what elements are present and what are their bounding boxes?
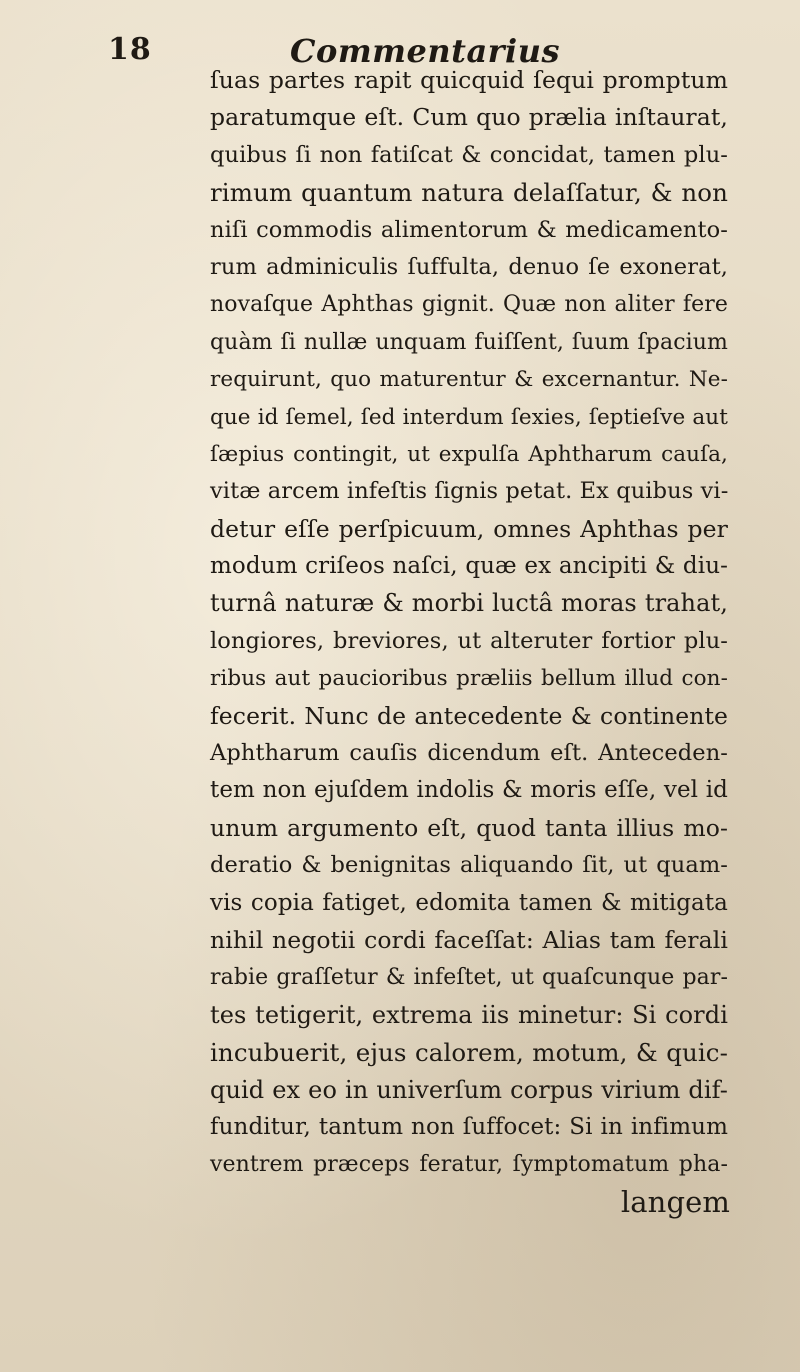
text-line: requirunt, quo maturentur & excernantur. Ne-	[210, 367, 728, 393]
text-line: turnâ naturæ & morbi luctâ moras trahat,	[210, 589, 728, 618]
text-line: detur eſſe perſpicuum, omnes Aphthas per	[210, 514, 728, 543]
text-line: ribus aut paucioribus præliis bellum illud con-	[210, 666, 728, 692]
text-line: ſæpius contingit, ut expulſa Aphtharum cauſa,	[210, 441, 728, 467]
text-line: quid ex eo in univerſum corpus virium dif-	[210, 1075, 728, 1104]
text-line: quàm ſi nullæ unquam fuiſſent, ſuum ſpacium	[210, 329, 728, 355]
text-line: funditur, tantum non ſuffocet: Si in infimum	[210, 1113, 728, 1140]
catchword: langem	[620, 1184, 730, 1219]
text-line: rabie graſſetur & infeſtet, ut quaſcunque par-	[210, 965, 728, 991]
text-line: deratio & benignitas aliquando ſit, ut quam-	[210, 852, 728, 879]
text-line: niſi commodis alimentorum & medicamento-	[210, 216, 728, 243]
text-line: paratumque eſt. Cum quo prælia inſtaurat,	[210, 103, 728, 132]
running-head: Commentarius	[290, 32, 560, 70]
text-line: modum criſeos naſci, quæ ex ancipiti & diu-	[210, 553, 728, 580]
text-line: vitæ arcem infeſtis ſignis petat. Ex quibus vi-	[210, 478, 729, 505]
text-line: ventrem præceps feratur, ſymptomatum pha-	[210, 1152, 728, 1178]
page-number: 18	[108, 32, 152, 67]
text-line: longiores, breviores, ut alteruter fortior plu-	[210, 627, 728, 654]
text-line: nihil negotii cordi faceſſat: Alias tam ferali	[210, 925, 728, 954]
text-line: tes tetigerit, extrema iis minetur: Si cordi	[210, 1000, 728, 1029]
text-line: novaſque Aphthas gignit. Quæ non aliter fere	[210, 292, 728, 318]
body-text	[210, 62, 740, 1221]
text-line: incubuerit, ejus calorem, motum, & quic-	[210, 1038, 728, 1068]
text-line: quibus ſi non fatiſcat & concidat, tamen plu-	[210, 141, 728, 168]
text-line: Aphtharum cauſis dicendum eſt. Anteceden-	[210, 740, 728, 767]
text-line: ſuas partes rapit quicquid ſequi promptum	[210, 66, 728, 94]
text-line: que id ſemel, ſed interdum ſexies, ſeptieſve aut	[210, 404, 728, 430]
text-line: rimum quantum natura delaſſatur, & non	[210, 178, 728, 208]
text-line: vis copia fatiget, edomita tamen & mitigata	[210, 889, 728, 916]
text-line: fecerit. Nunc de antecedente & continente	[210, 701, 728, 730]
text-line: tem non ejuſdem indolis & moris eſſe, vel id	[210, 777, 728, 804]
text-line: rum adminiculis ſuffulta, denuo ſe exonerat,	[210, 253, 728, 280]
text-line: unum argumento eſt, quod tanta illius mo-	[210, 813, 728, 842]
